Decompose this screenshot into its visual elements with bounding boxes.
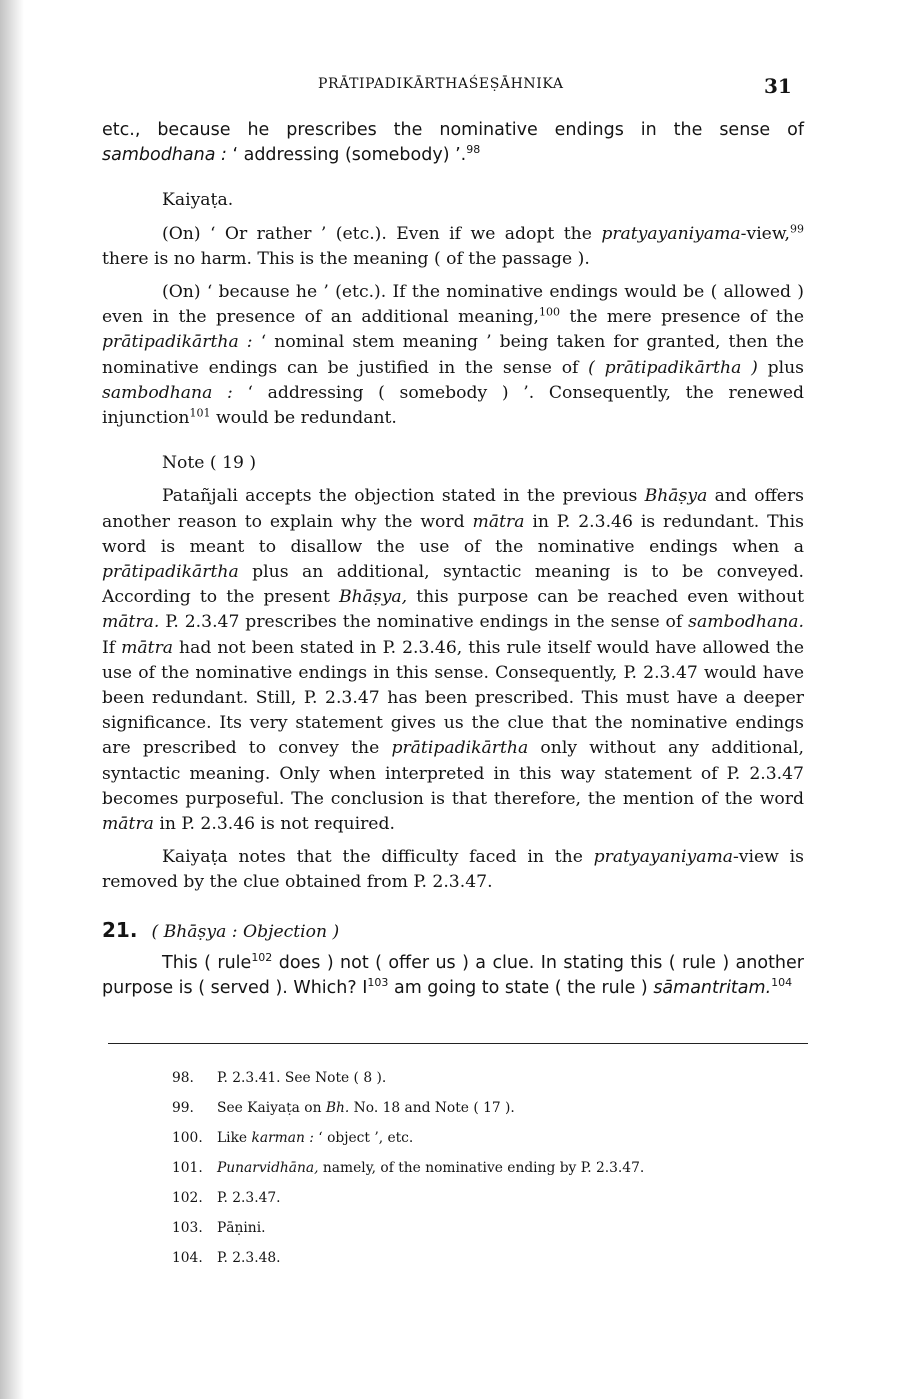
footnote-item: 99. See Kaiyaṭa on Bh. No. 18 and Note ( 17 ). bbox=[172, 1100, 515, 1116]
footnote-ref: 101 bbox=[189, 406, 211, 420]
page-number: 31 bbox=[764, 74, 792, 98]
paragraph-objection: This ( rule$^{102}$ does ) not ( offer us ) a clue. In stating this ( rule ) another purpose is ( served ). Which? $I^{103}$ am going to state ( the rule ) sāmantritam.$^{104}$ bbox=[102, 951, 804, 999]
paragraph-or-rather: (On) ‘ Or rather ’ (etc.). Even if we adopt the pratyayaniyama-view,$^{99}$ there is no harm. This is the meaning ( of the passage ). bbox=[102, 221, 804, 269]
footnote-item: 102. P. 2.3.47. bbox=[172, 1190, 281, 1206]
footnote-ref: 99 bbox=[790, 221, 804, 235]
footnote-item: 104. P. 2.3.48. bbox=[172, 1250, 281, 1266]
footnotes bbox=[172, 1063, 772, 1273]
footnote-item: 98. P. 2.3.41. See Note ( 8 ). bbox=[172, 1070, 387, 1086]
paragraph-patanjali: Patañjali accepts the objection stated in the previous Bhāṣya and offers another reason to explain why the word mātra in P. 2.3.46 is redundant. This word is meant to disallow the use of the nominative endings when a prātipadikārtha plus an additional, syntactic meaning is to be conveyed. According to the present Bhāṣya, this purpose can be reached even without mātra. P. 2.3.47 prescribes the nominative endings in the sense of sambodhana. If mātra had not been stated in P. 2.3.46, this rule itself would have allowed the use of the nominative endings in this sense. Consequently, P. 2.3.47 would have been redundant. Still, P. 2.3.47 has been prescribed. This must have a deeper significance. Its very statement gives us the clue that the nominative endings are prescribed to convey the prātipadikārtha only without any additional, syntactic meaning. Only when interpreted in this way statement of P. 2.3.47 becomes purposeful. The conclusion is that therefore, the mention of the word mātra in P. 2.3.46 is not required. bbox=[102, 486, 805, 835]
footnote-ref: 103 bbox=[367, 976, 389, 990]
running-title: PRĀTIPADIKĀRTHAŚEṢĀHNIKA bbox=[318, 76, 564, 92]
section-21-heading bbox=[102, 918, 804, 945]
paragraph-kaiyata-notes: Kaiyaṭa notes that the difficulty faced in the pratyayaniyama-view is removed by the clue obtained from P. 2.3.47. bbox=[102, 847, 804, 893]
paragraph-because-he: (On) ‘ because he ’ (etc.). If the nominative endings would be ( allowed ) even in the presence of an additional meaning,$^{100}$ the mere presence of the prātipadikārtha : ‘ nominal stem meaning ’ being taken for granted, then the nominative endings can be justified in the sense of ( prātipadikārtha ) plus sambodhana : ‘ addressing ( somebody ) ’. Consequently, the renewed injunction$^{101}$ would be redundant. bbox=[102, 282, 804, 429]
footnote-ref: 102 bbox=[251, 951, 273, 965]
footnote-ref: 100 bbox=[538, 305, 560, 319]
footnote-ref: 98 bbox=[466, 143, 481, 157]
scan-edge-shadow bbox=[0, 0, 24, 1399]
footnote-ref: 104 bbox=[771, 976, 793, 990]
footnote-item: 101. Punarvidhāna, namely, of the nominative ending by P. 2.3.47. bbox=[172, 1160, 645, 1176]
section-label: ( Bhāṣya : Objection ) bbox=[151, 921, 340, 942]
section-number: 21. bbox=[102, 917, 138, 942]
page-header bbox=[0, 74, 912, 98]
paragraph-continuation: etc., because he prescribes the nominative endings in the sense of sambodhana : ‘ addressing (somebody) ’.$^{98}$ bbox=[102, 120, 804, 166]
footnote-separator bbox=[108, 1043, 808, 1044]
body-text bbox=[102, 118, 804, 1001]
footnote-item: 100. Like karman : ‘ object ’, etc. bbox=[172, 1130, 414, 1146]
note-heading: Note ( 19 ) bbox=[162, 453, 257, 474]
kaiyata-heading: Kaiyaṭa. bbox=[162, 190, 234, 211]
footnote-item: 103. Pāṇini. bbox=[172, 1220, 266, 1236]
